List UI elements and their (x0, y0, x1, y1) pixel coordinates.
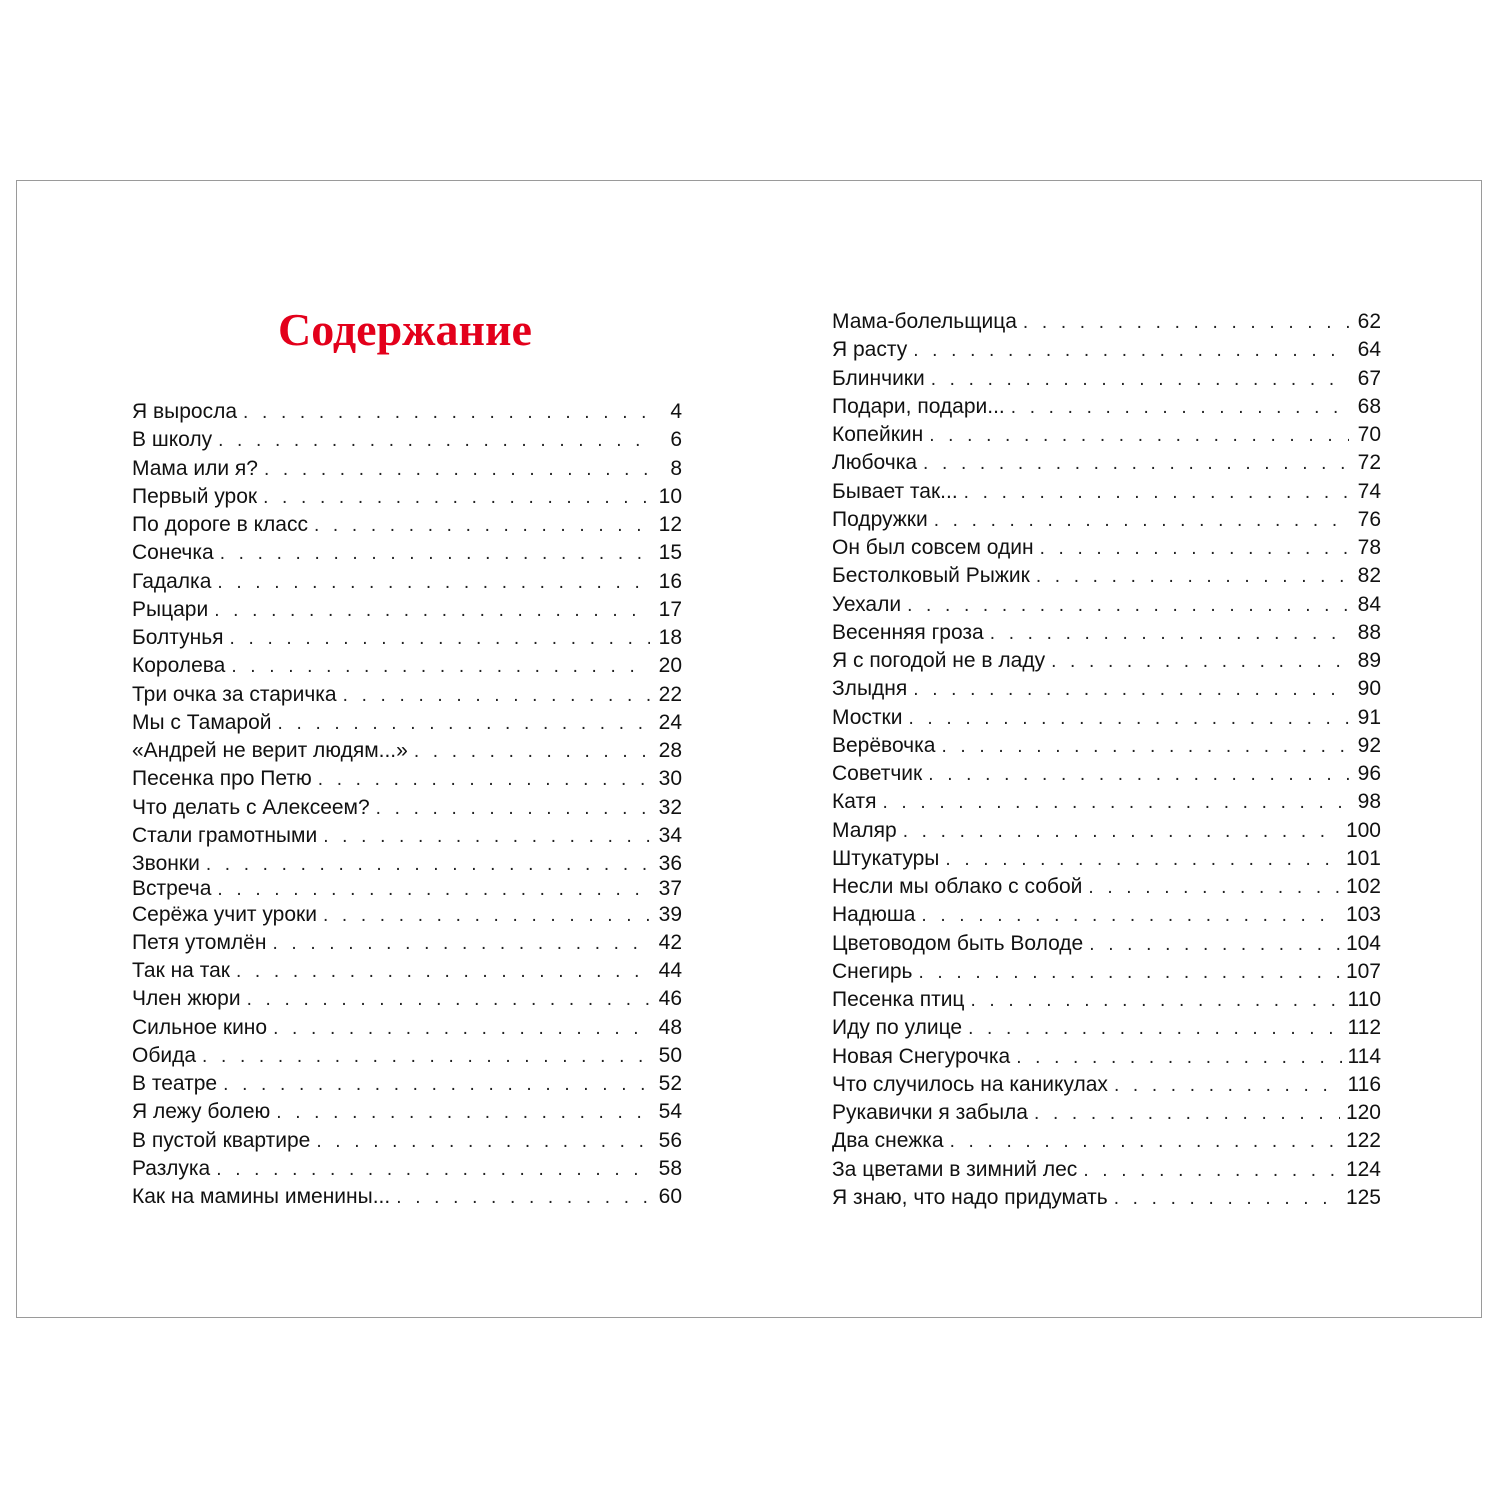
toc-entry (132, 1014, 682, 1042)
toc-entry-page: 56 (658, 1129, 682, 1152)
toc-entry (132, 511, 682, 539)
toc-entry-page: 74 (1357, 480, 1381, 503)
toc-entry (832, 562, 1381, 590)
toc-entry (832, 901, 1381, 929)
toc-entry (132, 875, 682, 903)
toc-entry-title: Что делать с Алексеем? (132, 796, 370, 819)
toc-entry-title: Копейкин (832, 423, 924, 446)
toc-entry (132, 1183, 682, 1211)
toc-entry-page: 112 (1347, 1016, 1381, 1039)
dot-leader (1089, 931, 1340, 959)
toc-entry (832, 1071, 1381, 1099)
toc-entry (132, 652, 682, 680)
dot-leader (964, 479, 1349, 507)
toc-entry (132, 539, 682, 567)
dot-leader (214, 597, 650, 625)
toc-entry (832, 930, 1381, 958)
toc-entry-title: Мы с Тамарой (132, 711, 272, 734)
dot-leader (929, 422, 1349, 450)
dot-leader (263, 484, 650, 512)
toc-entry-title: Член жюри (132, 987, 241, 1010)
dot-leader (921, 902, 1340, 930)
dot-leader (323, 823, 650, 851)
dot-leader (276, 1099, 650, 1127)
toc-entry-page: 62 (1357, 310, 1381, 333)
dot-leader (231, 653, 650, 681)
toc-entry (132, 957, 682, 985)
toc-entry-page: 84 (1357, 593, 1381, 616)
toc-entry-page: 39 (658, 903, 682, 926)
toc-entry-title: Рыцари (132, 598, 209, 621)
toc-entry-page: 44 (658, 959, 682, 982)
toc-entry-page: 36 (658, 852, 682, 875)
toc-entry-page: 76 (1357, 508, 1381, 531)
dot-leader (1114, 1185, 1340, 1213)
toc-entry-page: 100 (1345, 819, 1381, 842)
dot-leader (968, 1015, 1341, 1043)
toc-entry-title: Так на так (132, 959, 230, 982)
toc-entry-page: 48 (658, 1016, 682, 1039)
toc-entry-page: 124 (1345, 1158, 1381, 1181)
toc-entry (832, 788, 1381, 816)
toc-entry-page: 96 (1357, 762, 1381, 785)
toc-entry-title: «Андрей не верит людям...» (132, 739, 408, 762)
toc-entry (832, 1099, 1381, 1127)
toc-entry (132, 1098, 682, 1126)
toc-entry (132, 681, 682, 709)
toc-entry-page: 46 (658, 987, 682, 1010)
toc-entry-title: Стали грамотными (132, 824, 318, 847)
dot-leader (243, 399, 650, 427)
toc-entry (832, 760, 1381, 788)
toc-entry-title: Я лежу болею (132, 1100, 271, 1123)
toc-entry (832, 1043, 1381, 1071)
toc-entry-title: Петя утомлён (132, 931, 267, 954)
toc-entry-title: Мама или я? (132, 457, 258, 480)
toc-entry (832, 732, 1381, 760)
toc-entry-page: 70 (1357, 423, 1381, 446)
dot-leader (217, 569, 650, 597)
dot-leader (217, 876, 650, 904)
toc-entry-title: Верёвочка (832, 734, 936, 757)
toc-entry (132, 1155, 682, 1183)
toc-entry-title: Встреча (132, 877, 212, 900)
toc-entry (832, 308, 1381, 336)
toc-entry-title: В пустой квартире (132, 1129, 311, 1152)
toc-entry-page: 90 (1357, 677, 1381, 700)
toc-entry (132, 929, 682, 957)
toc-entry-title: Советчик (832, 762, 923, 785)
toc-entry-page: 60 (658, 1185, 682, 1208)
toc-entry (832, 393, 1381, 421)
toc-entry-title: Штукатуры (832, 847, 940, 870)
dot-leader (1040, 535, 1349, 563)
toc-entry-page: 104 (1345, 932, 1381, 955)
dot-leader (1036, 563, 1349, 591)
toc-entry-title: Сонечка (132, 541, 214, 564)
toc-entry (132, 426, 682, 454)
toc-entry-page: 125 (1345, 1186, 1381, 1209)
toc-entry-title: Сильное кино (132, 1016, 268, 1039)
toc-entry-title: Уехали (832, 593, 902, 616)
dot-leader (1011, 394, 1349, 422)
toc-entry-page: 8 (670, 457, 682, 480)
toc-entry-title: Весенняя гроза (832, 621, 984, 644)
toc-entry (132, 1070, 682, 1098)
toc-entry-title: Первый урок (132, 485, 258, 508)
toc-entry (132, 794, 682, 822)
toc-entry (832, 647, 1381, 675)
toc-entry-title: Обида (132, 1044, 197, 1067)
dot-leader (903, 818, 1340, 846)
dot-leader (931, 366, 1349, 394)
dot-leader (323, 902, 650, 930)
toc-entry-page: 32 (658, 796, 682, 819)
toc-entry-title: Рукавички я забыла (832, 1101, 1028, 1124)
toc-entry (132, 765, 682, 793)
toc-entry-page: 110 (1347, 988, 1381, 1011)
toc-entry-title: Он был совсем один (832, 536, 1034, 559)
toc-entry (832, 506, 1381, 534)
toc-entry-title: Несли мы облако с собой (832, 875, 1083, 898)
dot-leader (216, 1156, 650, 1184)
toc-entry-title: Я расту (832, 338, 908, 361)
toc-entry-title: Катя (832, 790, 877, 813)
dot-leader (220, 540, 650, 568)
toc-entry-page: 89 (1357, 649, 1381, 672)
dot-leader (316, 1128, 650, 1156)
dot-leader (236, 958, 650, 986)
dot-leader (230, 625, 650, 653)
toc-entry-title: Блинчики (832, 367, 925, 390)
toc-entry-title: Злыдня (832, 677, 908, 700)
dot-leader (1051, 648, 1349, 676)
toc-entry (832, 534, 1381, 562)
dot-leader (882, 789, 1349, 817)
toc-entry-title: Подружки (832, 508, 928, 531)
toc-entry-page: 92 (1357, 734, 1381, 757)
toc-entry (132, 901, 682, 929)
toc-entry-page: 103 (1345, 903, 1381, 926)
toc-entry (132, 709, 682, 737)
toc-entry (132, 822, 682, 850)
toc-entry-page: 91 (1357, 706, 1381, 729)
toc-entry (832, 817, 1381, 845)
dot-leader (1114, 1072, 1342, 1100)
toc-entry-page: 107 (1345, 960, 1381, 983)
toc-entry-title: Разлука (132, 1157, 211, 1180)
toc-entry-page: 120 (1345, 1101, 1381, 1124)
dot-leader (990, 620, 1349, 648)
toc-entry-title: Мама-болельщица (832, 310, 1017, 333)
dot-leader (907, 592, 1349, 620)
toc-entry (832, 478, 1381, 506)
toc-entry-page: 15 (658, 541, 682, 564)
toc-entry (832, 1184, 1381, 1212)
dot-leader (343, 682, 650, 710)
dot-leader (376, 795, 650, 823)
dot-leader (247, 986, 650, 1014)
dot-leader (908, 705, 1349, 733)
toc-entry (132, 850, 682, 878)
dot-leader (1088, 874, 1340, 902)
toc-entry (132, 985, 682, 1013)
dot-leader (918, 959, 1340, 987)
dot-leader (1034, 1100, 1340, 1128)
dot-leader (941, 733, 1349, 761)
toc-entry-title: Маляр (832, 819, 897, 842)
toc-entry-page: 54 (658, 1100, 682, 1123)
toc-entry-title: Я знаю, что надо придумать (832, 1186, 1108, 1209)
toc-entry-page: 12 (658, 513, 682, 536)
toc-entry-title: Что случилось на каникулах (832, 1073, 1108, 1096)
toc-entry-page: 64 (1357, 338, 1381, 361)
toc-entry-title: Я выросла (132, 400, 238, 423)
dot-leader (272, 930, 650, 958)
dot-leader (934, 507, 1349, 535)
dot-leader (273, 1015, 650, 1043)
toc-entry-title: Цветоводом быть Володе (832, 932, 1084, 955)
toc-entry-title: Три очка за старичка (132, 683, 337, 706)
toc-entry-title: За цветами в зимний лес (832, 1158, 1078, 1181)
toc-entry-page: 122 (1345, 1129, 1381, 1152)
toc-entry (132, 455, 682, 483)
toc-entry-title: Новая Снегурочка (832, 1045, 1011, 1068)
toc-entry-page: 98 (1357, 790, 1381, 813)
toc-entry (832, 365, 1381, 393)
dot-leader (1083, 1157, 1340, 1185)
dot-leader (970, 987, 1341, 1015)
toc-entry-title: Бестолковый Рыжик (832, 564, 1030, 587)
toc-entry-title: Иду по улице (832, 1016, 963, 1039)
dot-leader (913, 676, 1349, 704)
toc-entry-title: Как на мамины именины... (132, 1185, 391, 1208)
toc-entry-title: Любочка (832, 451, 918, 474)
toc-entry-page: 24 (658, 711, 682, 734)
toc-entry-title: Бывает так... (832, 480, 958, 503)
toc-entry-title: Серёжа учит уроки (132, 903, 317, 926)
toc-entry-page: 67 (1357, 367, 1381, 390)
toc-entry (832, 421, 1381, 449)
toc-entry-page: 4 (670, 400, 682, 423)
dot-leader (396, 1184, 650, 1212)
toc-entry-page: 88 (1357, 621, 1381, 644)
toc-entry (132, 737, 682, 765)
toc-entry-page: 68 (1357, 395, 1381, 418)
dot-leader (218, 427, 650, 455)
toc-entry (832, 619, 1381, 647)
dot-leader (202, 1043, 650, 1071)
toc-entry-page: 82 (1357, 564, 1381, 587)
toc-entry (832, 1127, 1381, 1155)
toc-entry-title: Подари, подари... (832, 395, 1005, 418)
toc-entry-title: Звонки (132, 852, 200, 875)
dot-leader (414, 738, 650, 766)
toc-entry-page: 16 (658, 570, 682, 593)
page-title: Содержание (278, 304, 532, 355)
toc-entry (832, 449, 1381, 477)
toc-entry-title: Песенка птиц (832, 988, 965, 1011)
toc-entry-page: 102 (1345, 875, 1381, 898)
toc-entry (132, 483, 682, 511)
toc-entry (132, 624, 682, 652)
toc-entry-title: Болтунья (132, 626, 224, 649)
toc-entry-page: 37 (658, 877, 682, 900)
dot-leader (1023, 309, 1349, 337)
toc-entry (132, 1127, 682, 1155)
toc-entry (132, 568, 682, 596)
toc-entry (132, 596, 682, 624)
toc-entry-title: По дороге в класс (132, 513, 308, 536)
toc-entry (832, 591, 1381, 619)
dot-leader (945, 846, 1340, 874)
toc-entry (832, 336, 1381, 364)
toc-entry (832, 845, 1381, 873)
toc-entry (832, 675, 1381, 703)
toc-entry-page: 101 (1345, 847, 1381, 870)
toc-entry-page: 72 (1357, 451, 1381, 474)
toc-entry-page: 30 (658, 767, 682, 790)
toc-entry-title: Мостки (832, 706, 903, 729)
toc-entry-title: Песенка про Петю (132, 767, 312, 790)
dot-leader (318, 766, 650, 794)
dot-leader (264, 456, 650, 484)
dot-leader (923, 450, 1349, 478)
toc-entry-page: 10 (658, 485, 682, 508)
toc-entry-page: 42 (658, 931, 682, 954)
toc-entry (832, 986, 1381, 1014)
toc-entry-title: Снегирь (832, 960, 913, 983)
dot-leader (913, 337, 1349, 365)
toc-entry-page: 58 (658, 1157, 682, 1180)
toc-entry-title: В театре (132, 1072, 218, 1095)
toc-entry-title: Королева (132, 654, 226, 677)
toc-entry-page: 78 (1357, 536, 1381, 559)
toc-entry-page: 18 (658, 626, 682, 649)
dot-leader (223, 1071, 650, 1099)
dot-leader (928, 761, 1349, 789)
toc-entry-page: 28 (658, 739, 682, 762)
toc-entry-page: 17 (658, 598, 682, 621)
dot-leader (314, 512, 650, 540)
toc-entry (132, 1042, 682, 1070)
dot-leader (278, 710, 650, 738)
toc-entry (132, 398, 682, 426)
toc-entry-page: 22 (658, 683, 682, 706)
dot-leader (1016, 1044, 1341, 1072)
toc-entry-title: Два снежка (832, 1129, 944, 1152)
dot-leader (950, 1128, 1340, 1156)
toc-entry-page: 34 (658, 824, 682, 847)
toc-entry (832, 873, 1381, 901)
toc-entry-page: 116 (1347, 1073, 1381, 1096)
toc-entry-page: 20 (658, 654, 682, 677)
toc-entry (832, 1014, 1381, 1042)
toc-entry-page: 52 (658, 1072, 682, 1095)
toc-entry-page: 6 (670, 428, 682, 451)
toc-entry-page: 114 (1347, 1045, 1381, 1068)
toc-entry (832, 704, 1381, 732)
toc-entry-title: Надюша (832, 903, 916, 926)
toc-entry-title: В школу (132, 428, 213, 451)
toc-entry-title: Гадалка (132, 570, 212, 593)
toc-entry (832, 1156, 1381, 1184)
toc-entry-title: Я с погодой не в ладу (832, 649, 1046, 672)
toc-entry (832, 958, 1381, 986)
toc-entry-page: 50 (658, 1044, 682, 1067)
